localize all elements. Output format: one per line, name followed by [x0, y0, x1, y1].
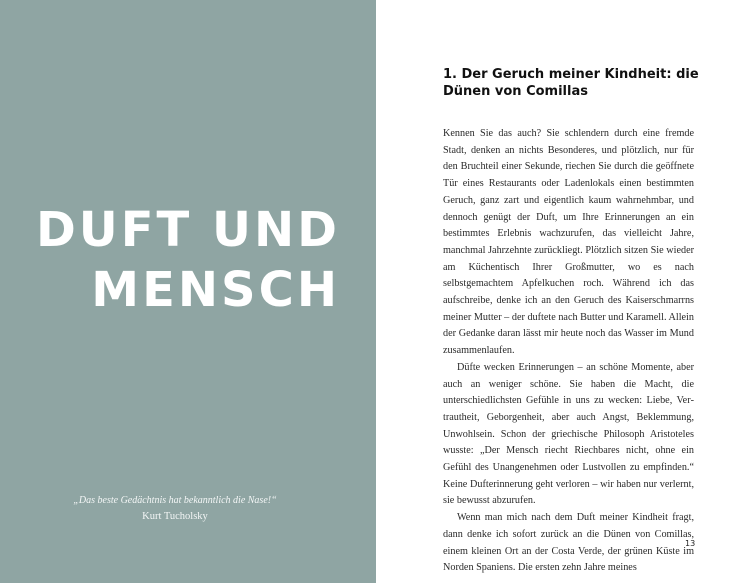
book-section-title [36, 200, 340, 320]
title-line-2: MENSCH [91, 262, 340, 318]
paragraph: Wenn man mich nach dem Duft meiner Kindheit fragt, dann denke ich sofort zurück an die Dünen von Comillas, einem kleinen Ort an der Costa Verde, der grünen Küste im Norden Spaniens. Die ersten zehn Jahre meines [443, 512, 694, 574]
epigraph-author: Kurt Tucholsky [142, 511, 208, 522]
epigraph [60, 493, 290, 525]
chapter-heading: 1. Der Geruch meiner Kindheit: die Dünen von Comillas [443, 67, 699, 99]
page-number: 13 [685, 539, 696, 548]
paragraph: Düfte wecken Erinnerungen – an schöne Momente, aber auch an weniger schöne. Sie haben die Macht, die unterschiedlichsten Gefühle in uns zu wecken: Liebe, Vertrautheit, Geborgenheit, aber auch Angst, Beklemmung, Unwohlsein. Schon der griechische Philosoph Aristoteles wusste: „Der Mensch riecht Riechbares nicht, ohne ein Gefühl des Unangenehmen oder Lustvollen zu empfinden.“ Keine Dufterinnerung geht verloren – wir haben nur verlernt, sie bewusst abzurufen. [443, 361, 694, 507]
title-line-1: DUFT UND [35, 202, 340, 258]
epigraph-text: „Das beste Gedächtnis hat bekanntlich die Nase!“ [73, 495, 277, 506]
paragraph: Kennen Sie das auch? Sie schlendern durch eine fremde Stadt, denken an nichts Besonderes, und plötzlich, nur für den Bruchteil einer Sekunde, riechen Sie durch die geöffnete Tür eines Restaurants oder Ladenlokals einen bestimmten Geruch, ganz zart und eigentlich kaum wahrnehmbar, und dennoch genügt der Duft, um Ihre Erinnerungen an ein bestimmtes Erlebnis wachzurufen, das vielleicht Jahre, manchmal Jahrzehnte zurückliegt. Plötzlich sitzen Sie wieder am Küchentisch Ihrer Großmutter, wo es nach selbstgemachtem Apfelkuchen roch. Während ich das aufschreibe, denke ich an den Geruch des Kaiserschmarrns meiner Mutter – der duftete nach Butter und Karamell. Allein der Gedanke daran lässt mir heute noch das Wasser im Mund zusammenlaufen. [443, 128, 694, 357]
body-text [443, 126, 694, 577]
